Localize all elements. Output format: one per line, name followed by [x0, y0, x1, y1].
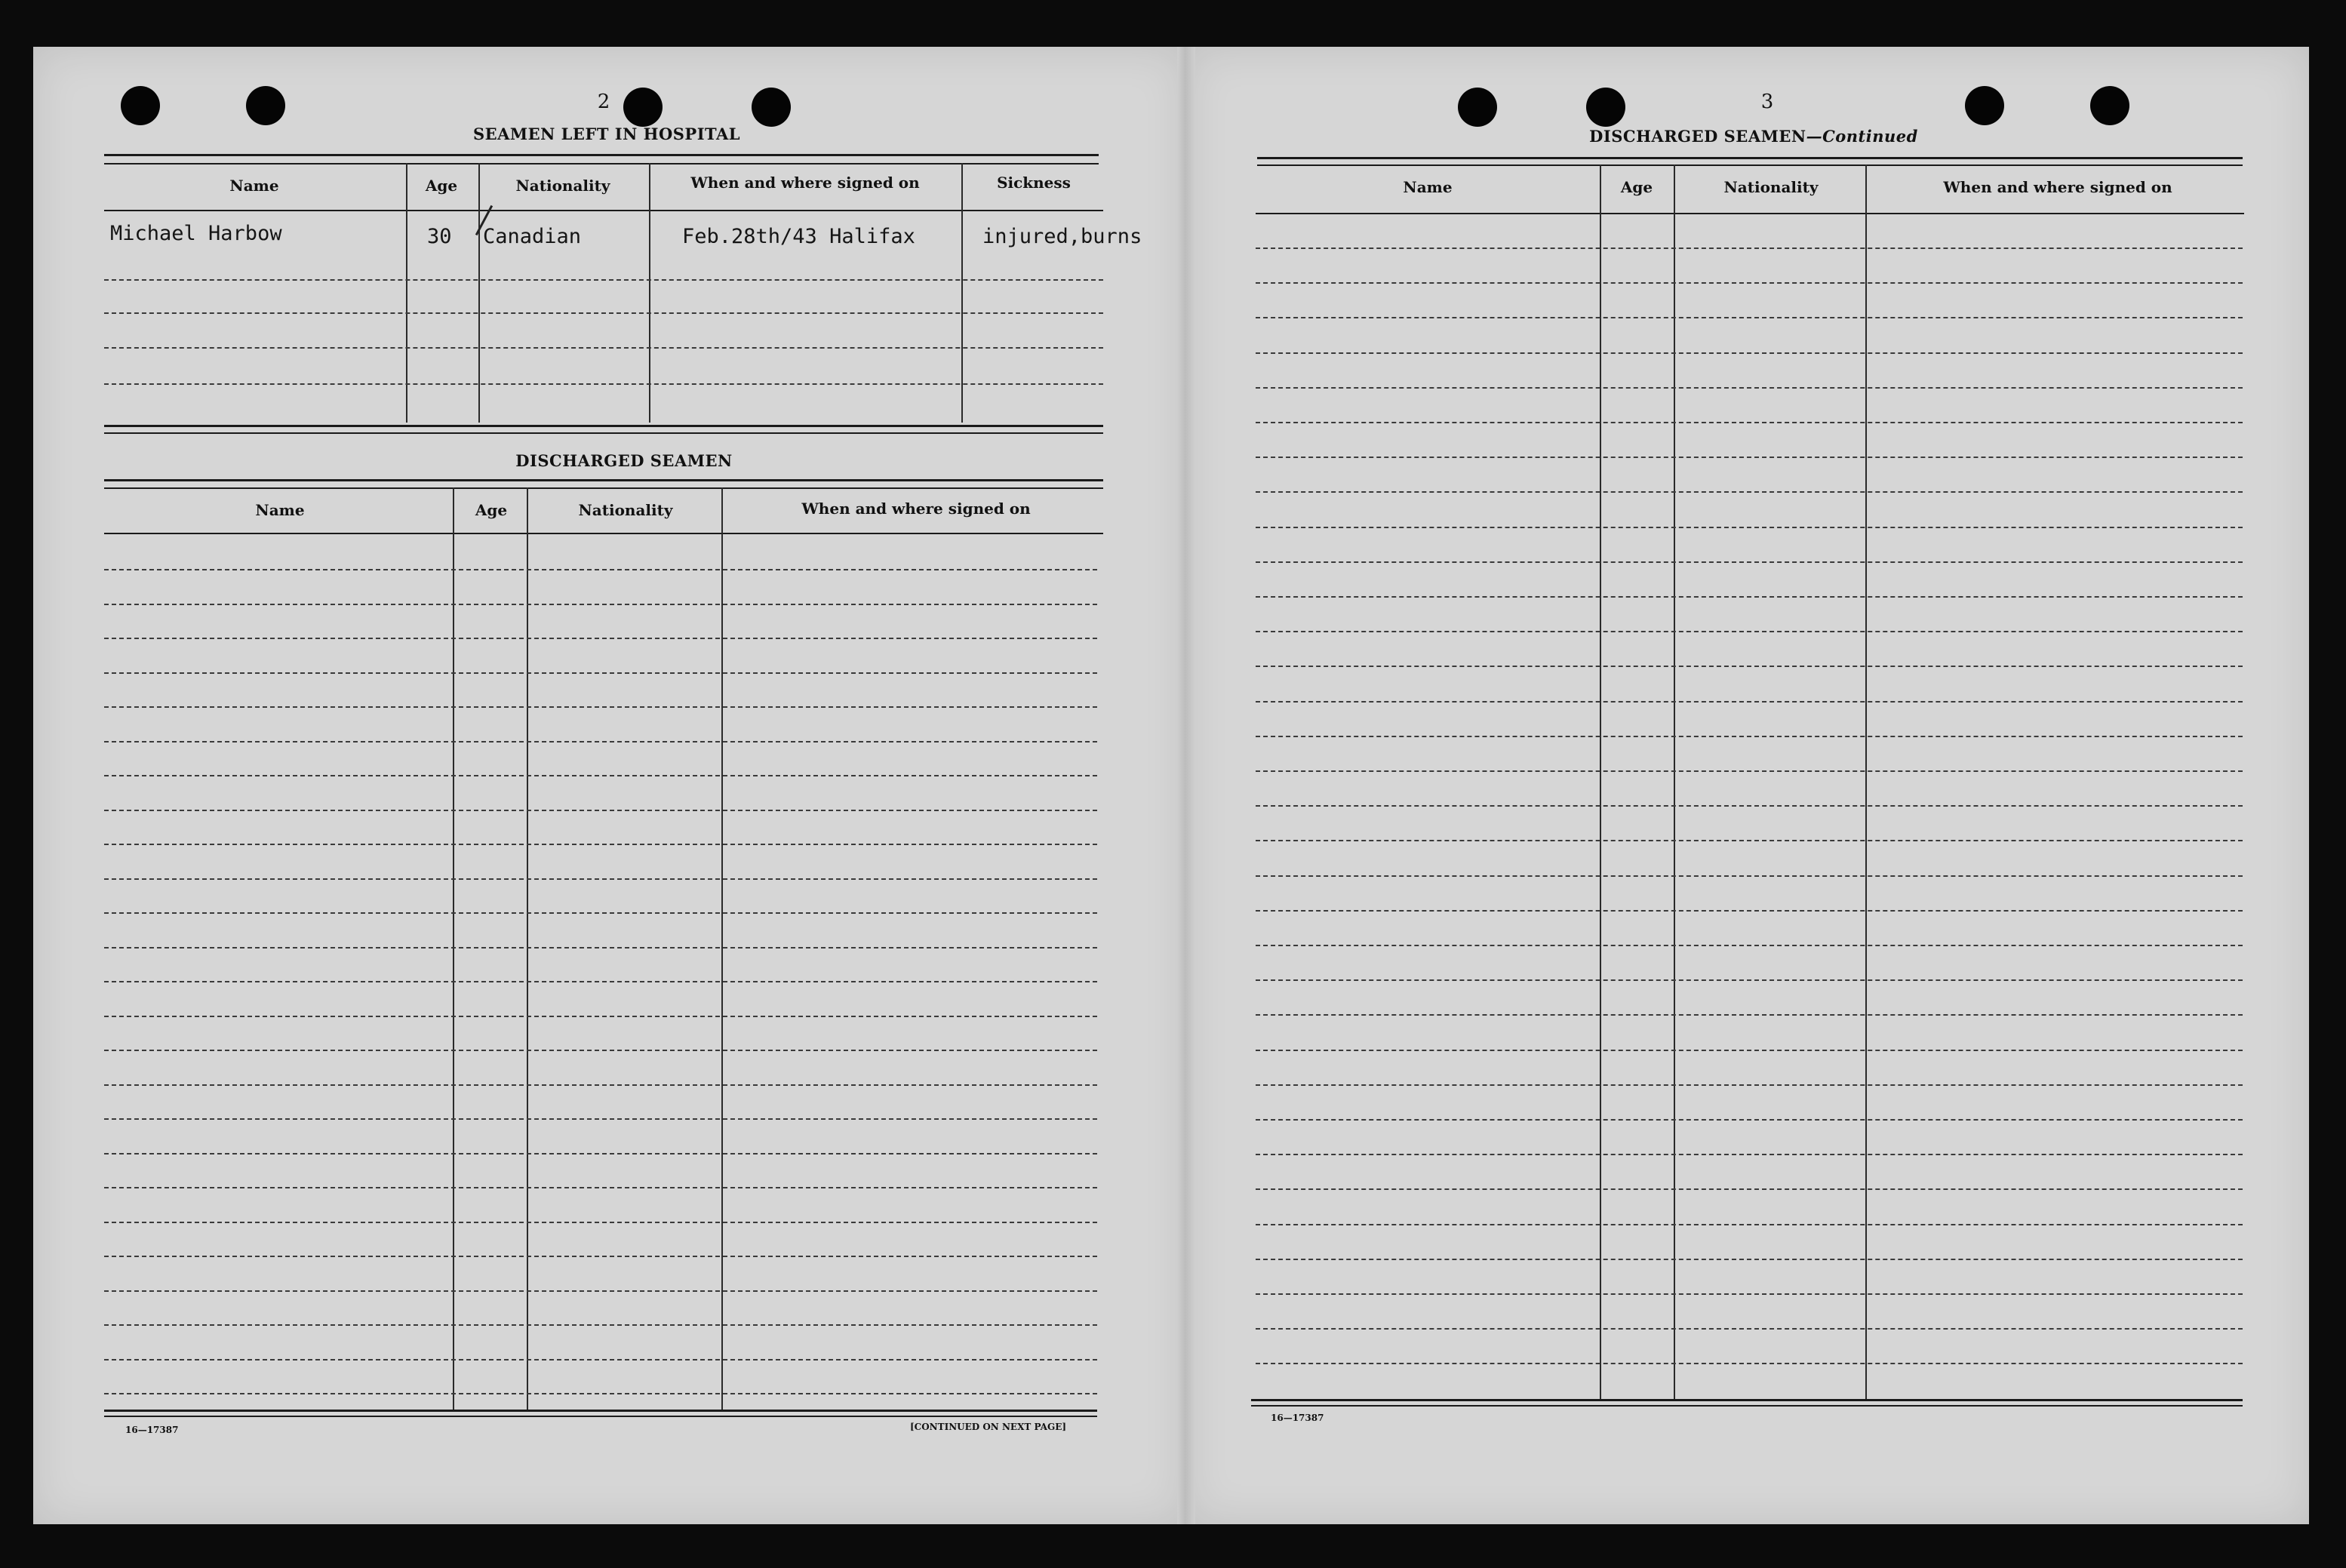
col-header-name: Name — [1403, 178, 1453, 196]
row-rule — [1256, 1014, 2243, 1016]
row-rule — [104, 775, 1097, 776]
row-rule — [1256, 387, 2243, 389]
row-rule — [104, 638, 1097, 639]
row-rule — [104, 1324, 1097, 1326]
row-rule — [104, 741, 1097, 742]
row-rule — [1256, 282, 2243, 284]
rule — [104, 1416, 1097, 1417]
row-rule — [1256, 1259, 2243, 1260]
row-rule — [1256, 352, 2243, 354]
column-divider — [1674, 164, 1675, 1400]
form-number: 16—17387 — [1271, 1413, 1324, 1423]
col-header-age: Age — [425, 177, 458, 195]
col-header-name: Name — [255, 501, 305, 519]
continued-note: [CONTINUED ON NEXT PAGE] — [910, 1422, 1067, 1432]
row-rule — [104, 1290, 1097, 1292]
column-divider — [453, 487, 454, 1410]
row-rule — [104, 1187, 1097, 1188]
rule — [1251, 1405, 2243, 1407]
col-header-signed-on: When and where signed on — [1943, 178, 2172, 196]
row-rule — [104, 1222, 1097, 1223]
row-rule — [104, 1050, 1097, 1051]
entry-sickness: injured,burns — [982, 225, 1142, 248]
row-rule — [1256, 1188, 2243, 1190]
column-divider — [1865, 164, 1867, 1400]
row-rule — [104, 1256, 1097, 1257]
row-rule — [1256, 457, 2243, 458]
rule — [104, 154, 1099, 156]
punch-hole — [1965, 86, 2004, 125]
column-divider — [527, 487, 528, 1410]
row-rule — [104, 810, 1097, 811]
row-rule — [104, 1016, 1097, 1017]
row-rule — [104, 1393, 1097, 1394]
rule — [104, 432, 1103, 434]
col-header-nationality: Nationality — [578, 501, 673, 519]
form-number: 16—17387 — [125, 1425, 179, 1435]
title-cont: —Continued — [1806, 127, 1918, 146]
row-rule — [104, 347, 1103, 349]
rule — [104, 1410, 1097, 1412]
row-rule — [1256, 875, 2243, 877]
row-rule — [1256, 631, 2243, 632]
punch-hole — [752, 88, 791, 127]
row-rule — [1256, 979, 2243, 981]
rule — [104, 163, 1099, 164]
row-rule — [104, 1359, 1097, 1360]
row-rule — [1256, 736, 2243, 737]
col-header-age: Age — [475, 501, 508, 519]
rule — [1257, 157, 2243, 159]
col-header-age: Age — [1620, 178, 1653, 196]
page-number: 2 — [597, 91, 610, 113]
row-rule — [1256, 1293, 2243, 1295]
row-rule — [1256, 247, 2243, 249]
page-number: 3 — [1760, 91, 1774, 113]
row-rule — [1256, 1328, 2243, 1330]
col-header-nationality: Nationality — [1723, 178, 1819, 196]
col-header-signed-on: When and where signed on — [690, 174, 920, 192]
title-main: DISCHARGED SEAMEN — [1589, 127, 1806, 146]
row-rule — [1256, 910, 2243, 912]
row-rule — [104, 383, 1103, 385]
right-page — [1186, 47, 2309, 1524]
rule — [1256, 213, 2244, 214]
row-rule — [104, 569, 1097, 570]
rule — [104, 533, 1103, 534]
left-page — [33, 47, 1186, 1524]
punch-hole — [121, 86, 160, 125]
row-rule — [1256, 422, 2243, 423]
col-header-sickness: Sickness — [997, 174, 1071, 192]
row-rule — [104, 1118, 1097, 1120]
row-rule — [1256, 561, 2243, 563]
row-rule — [1256, 1224, 2243, 1225]
punch-hole — [246, 86, 285, 125]
punch-hole — [623, 88, 663, 127]
row-rule — [104, 279, 1103, 281]
row-rule — [104, 604, 1097, 605]
entry-name: Michael Harbow — [110, 222, 282, 245]
page-fold — [1177, 47, 1195, 1524]
row-rule — [1256, 805, 2243, 807]
row-rule — [104, 1153, 1097, 1154]
punch-hole — [2090, 86, 2129, 125]
row-rule — [104, 912, 1097, 914]
row-rule — [1256, 317, 2243, 318]
hospital-section-title: SEAMEN LEFT IN HOSPITAL — [472, 125, 741, 143]
row-rule — [104, 844, 1097, 845]
row-rule — [104, 947, 1097, 948]
column-divider — [721, 487, 723, 1410]
punch-hole — [1586, 88, 1625, 127]
rule — [104, 487, 1103, 489]
row-rule — [104, 706, 1097, 708]
row-rule — [1256, 770, 2243, 772]
row-rule — [1256, 701, 2243, 703]
entry-nationality: Canadian — [483, 225, 582, 248]
row-rule — [1256, 527, 2243, 528]
column-divider — [1600, 164, 1601, 1400]
row-rule — [104, 878, 1097, 880]
rule — [104, 479, 1103, 481]
punch-hole — [1458, 88, 1497, 127]
row-rule — [104, 312, 1103, 314]
col-header-signed-on: When and where signed on — [801, 500, 1031, 518]
row-rule — [1256, 1154, 2243, 1155]
discharged-section-title: DISCHARGED SEAMEN — [515, 451, 733, 470]
col-header-nationality: Nationality — [515, 177, 610, 195]
row-rule — [1256, 596, 2243, 598]
rule — [1257, 164, 2243, 166]
entry-age: 30 — [427, 225, 452, 248]
row-rule — [104, 672, 1097, 674]
row-rule — [1256, 1119, 2243, 1121]
rule — [104, 210, 1103, 211]
row-rule — [1256, 1084, 2243, 1086]
rule — [104, 425, 1103, 427]
row-rule — [1256, 1363, 2243, 1364]
discharged-continued-title — [1589, 127, 1918, 146]
row-rule — [1256, 945, 2243, 946]
row-rule — [104, 981, 1097, 982]
col-header-name: Name — [229, 177, 279, 195]
row-rule — [1256, 840, 2243, 841]
row-rule — [1256, 666, 2243, 667]
row-rule — [104, 1084, 1097, 1086]
row-rule — [1256, 491, 2243, 493]
row-rule — [1256, 1050, 2243, 1051]
entry-signed-on: Feb.28th/43 Halifax — [682, 225, 915, 248]
rule — [1251, 1399, 2243, 1401]
